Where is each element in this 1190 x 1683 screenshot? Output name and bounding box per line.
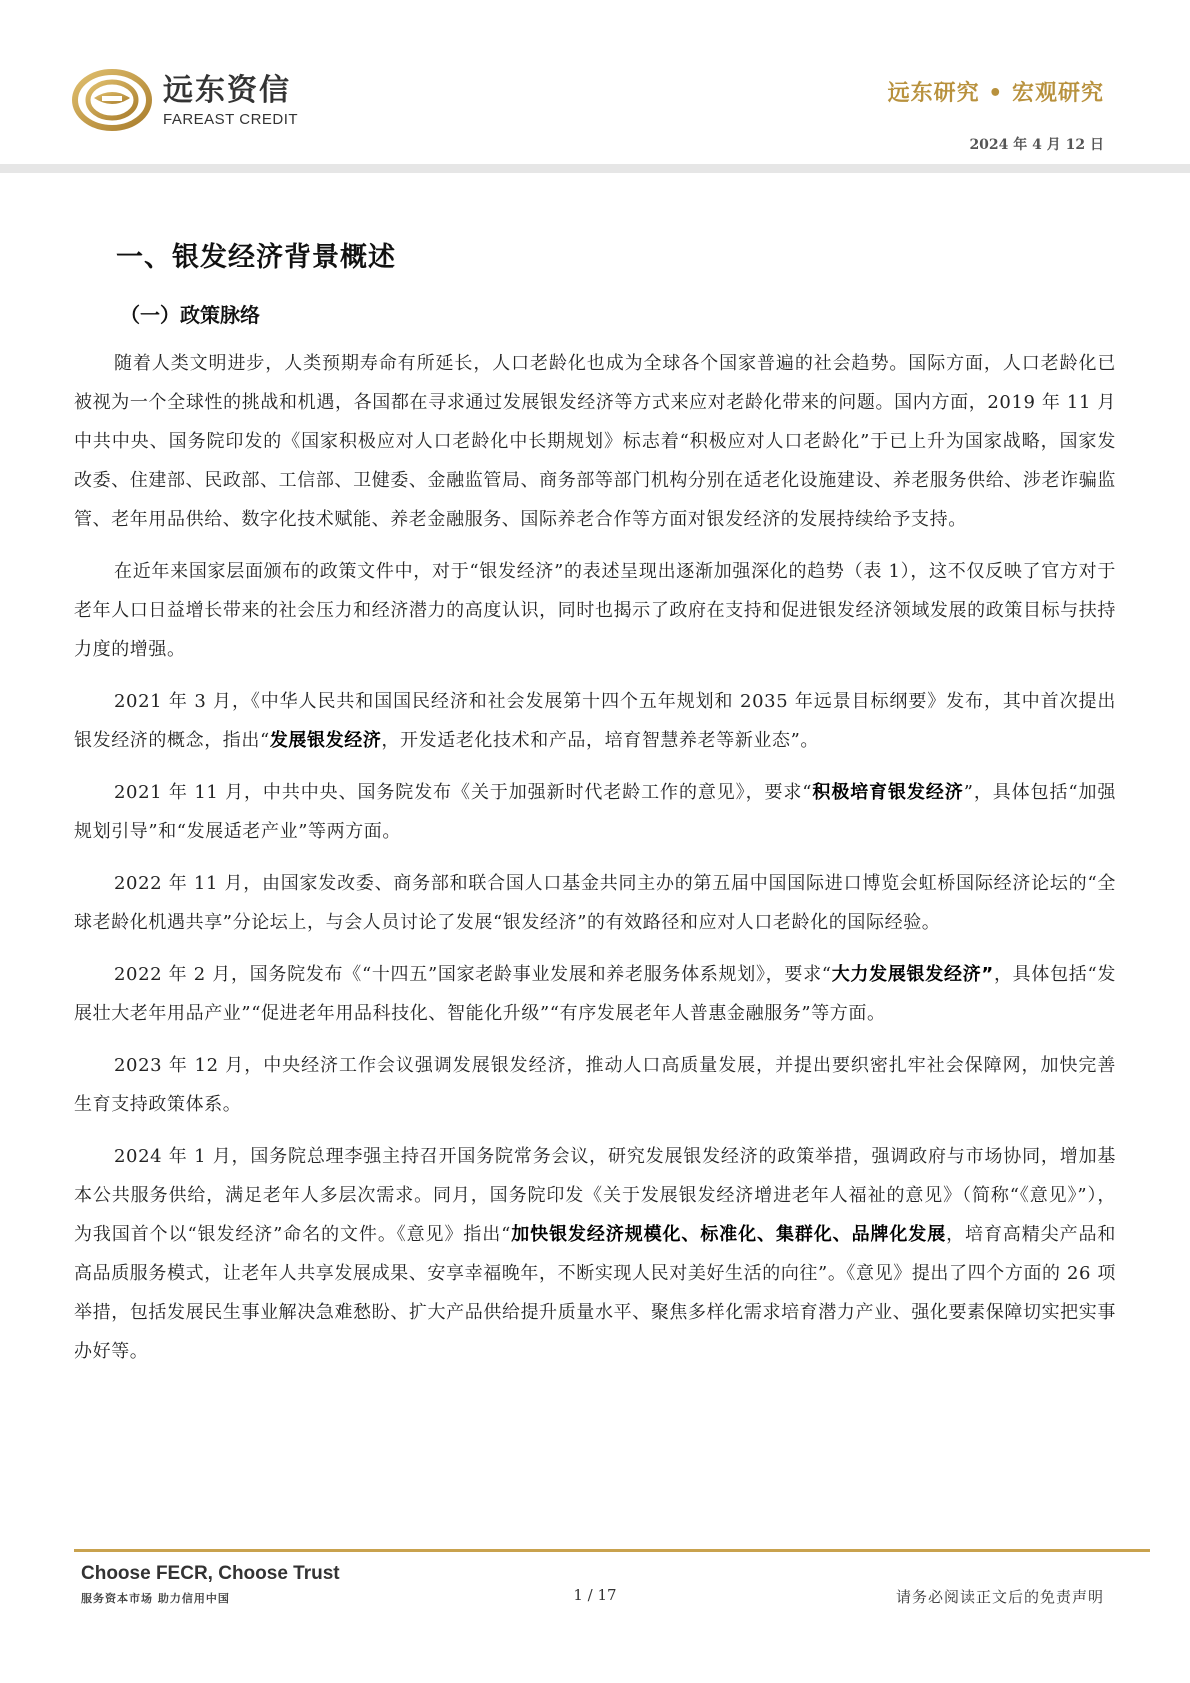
text-run: 2024 年 1 月，国务院总理李强主持召开国务院常务会议，研究发展银发经济的政策举措，强调政府与市场协同，增加基本公共服务供给，满足老年人多层次需求。同月，国务院印发《关于发展银发经济增进老年人福祉的意见》（简称“《意见》”），为我国首个以“银发经济”命名的文件。《意见》指出“ <box>74 1146 1116 1245</box>
page-header <box>0 0 1190 172</box>
paragraph-trend: 在近年来国家层面颁布的政策文件中，对于“银发经济”的表述呈现出逐渐加强深化的趋势（表 1），这不仅反映了官方对于老年人口日益增长带来的社会压力和经济潜力的高度认识，同时也揭示了政府在支持和促进银发经济领域发展的政策目标与扶持力度的增强。 <box>74 561 1116 660</box>
text-run: 2022 年 2 月，国务院发布《“十四五”国家老龄事业发展和养老服务体系规划》，要求“ <box>114 964 832 985</box>
text-run: ，开发适老化技术和产品，培育智慧养老等新业态”。 <box>381 730 820 751</box>
footer-slogan: Choose FECR, Choose Trust <box>81 1563 340 1584</box>
paragraph-2021-03 <box>74 682 1116 760</box>
report-date: 2024 年 4 月 12 日 <box>969 137 1104 153</box>
fareast-logo-icon <box>72 68 152 132</box>
report-category: 远东研究 • 宏观研究 <box>887 81 1104 106</box>
header-divider <box>0 164 1190 173</box>
paragraph-2022-11: 2022 年 11 月，由国家发改委、商务部和联合国人口基金共同主办的第五届中国国际进口博览会虹桥国际经济论坛的“全球老龄化机遇共享”分论坛上，与会人员讨论了发展“银发经济”的有效路径和应对人口老龄化的国际经验。 <box>74 873 1116 933</box>
logo-chinese-name: 远东资信 <box>163 73 291 108</box>
paragraph-2021-11 <box>74 773 1116 851</box>
highlight-text: 大力发展银发经济” <box>831 964 994 985</box>
disclaimer-note: 请务必阅读正文后的免责声明 <box>895 1588 1104 1606</box>
paragraph-intro: 随着人类文明进步，人类预期寿命有所延长，人口老龄化也成为全球各个国家普遍的社会趋势。国际方面，人口老龄化已被视为一个全球性的挑战和机遇，各国都在寻求通过发展银发经济等方式来应对老龄化带来的问题。国内方面，2019 年 11 月中共中央、国务院印发的《国家积极应对人口老龄化中长期规划》标志着“积极应对人口老龄化”于已上升为国家战略，国家发改委、住建部、民政部、工信部、卫健委、金融监管局、商务部等部门机构分别在适老化设施建设、养老服务供给、涉老诈骗监管、老年用品供给、数字化技术赋能、养老金融服务、国际养老合作等方面对银发经济的发展持续给予支持。 <box>74 353 1116 530</box>
highlight-text: 积极培育银发经济 <box>812 782 964 803</box>
section-title: 一、银发经济背景概述 <box>116 242 396 273</box>
highlight-text: 加快银发经济规模化、标准化、集群化、品牌化发展 <box>510 1224 947 1245</box>
text-run: ，具体包括“发展壮大老年用品产业”“促进老年用品科技化、智能化升级”“有序发展老年人普惠金融服务”等方面。 <box>74 964 1116 1024</box>
document-body <box>74 238 1116 1371</box>
footer-divider <box>74 1549 1150 1552</box>
text-run: 2021 年 11 月，中共中央、国务院发布《关于加强新时代老龄工作的意见》，要求“ <box>114 782 813 803</box>
subsection-title: （一）政策脉络 <box>120 303 260 327</box>
footer-tagline: 服务资本市场 助力信用中国 <box>81 1592 230 1605</box>
paragraph-2024-01 <box>74 1137 1116 1371</box>
paragraph-2023-12: 2023 年 12 月，中央经济工作会议强调发展银发经济，推动人口高质量发展，并提出要织密扎牢社会保障网，加快完善生育支持政策体系。 <box>74 1055 1116 1115</box>
text-run: ，培育高精尖产品和高品质服务模式，让老年人共享发展成果、安享幸福晚年，不断实现人民对美好生活的向往”。《意见》提出了四个方面的 26 项举措，包括发展民生事业解决急难愁盼、扩大产品供给提升质量水平、聚焦多样化需求培育潜力产业、强化要素保障切实把实事办好等。 <box>74 1224 1116 1362</box>
page-number: 1 / 17 <box>573 1586 617 1604</box>
logo-english-name: FAREAST CREDIT <box>163 111 299 128</box>
text-run: 2021 年 3 月，《中华人民共和国国民经济和社会发展第十四个五年规划和 2035 年远景目标纲要》发布，其中首次提出银发经济的概念，指出“ <box>74 691 1116 751</box>
highlight-text: 发展银发经济 <box>269 730 382 751</box>
logo-text <box>163 74 298 130</box>
text-run: ”，具体包括“加强规划引导”和“发展适老产业”等两方面。 <box>74 782 1116 842</box>
paragraph-2022-02 <box>74 955 1116 1033</box>
